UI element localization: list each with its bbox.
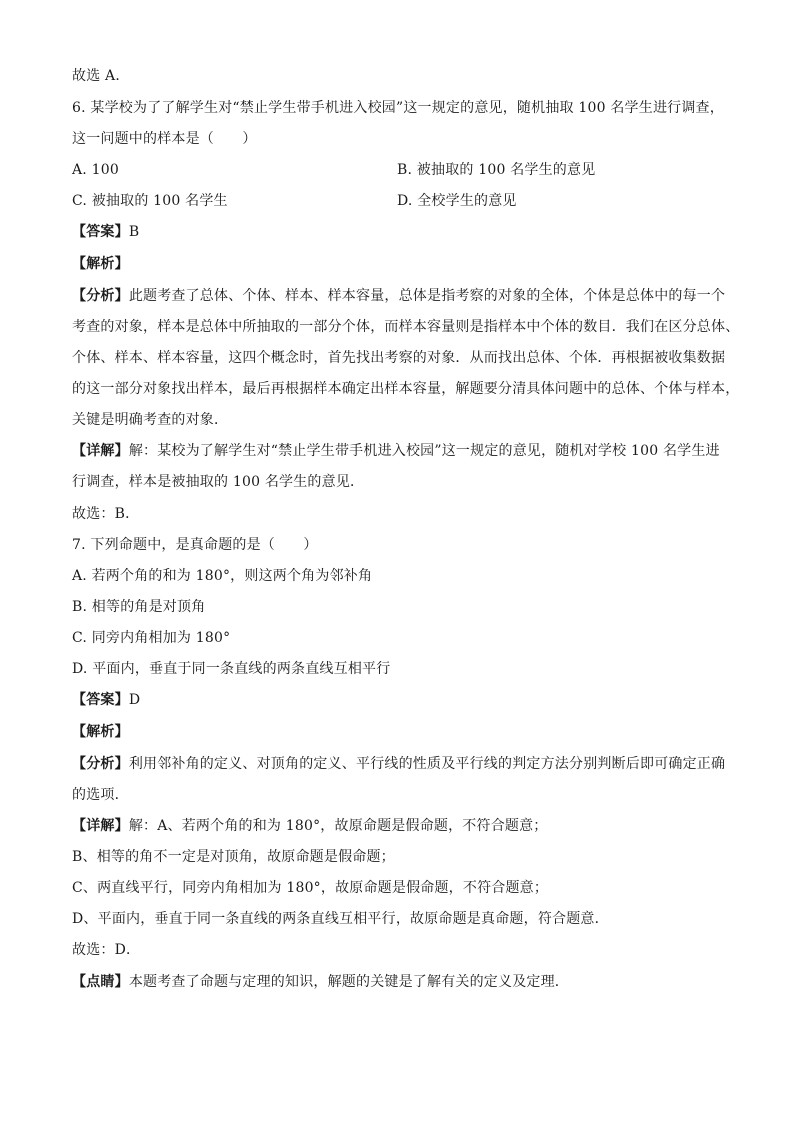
q6-xiangjie-line-1 bbox=[72, 441, 720, 461]
q7-option-c: C. 同旁内角相加为 180° bbox=[72, 630, 231, 646]
q6-fenxi-line-2: 考查的对象，样本是总体中所抽取的一部分个体，而样本容量则是指样本中个体的数目．我们在区分总体、 bbox=[72, 319, 740, 335]
q7-answer-value: D bbox=[128, 692, 141, 708]
q7-option-d: D. 平面内，垂直于同一条直线的两条直线互相平行 bbox=[72, 661, 391, 677]
q6-fenxi-line-4: 的这一部分对象找出样本，最后再根据样本确定出样本容量，解题要分清具体问题中的总体、个体与样本， bbox=[72, 381, 740, 397]
q7-jiexi bbox=[72, 722, 129, 742]
q6-xiangjie-text-1: 解：某校为了解学生对“禁止学生带手机进入校园”这一规定的意见，随机对学校 100 名学生进 bbox=[128, 443, 720, 459]
q6-answer-tag: 【答案】 bbox=[72, 224, 129, 240]
q6-option-c: C. 被抽取的 100 名学生 bbox=[72, 193, 228, 209]
q6-option-b: B. 被抽取的 100 名学生的意见 bbox=[397, 162, 596, 178]
q7-xiangjie-tag: 【详解】 bbox=[72, 818, 129, 834]
q7-answer-tag: 【答案】 bbox=[72, 692, 129, 708]
q6-xiangjie-line-2: 行调查，样本是被抽取的 100 名学生的意见． bbox=[72, 474, 365, 490]
q7-answer bbox=[72, 690, 140, 710]
q7-xiangjie-line-3: C、两直线平行，同旁内角相加为 180°，故原命题是假命题，不符合题意； bbox=[72, 880, 549, 896]
q6-conclusion: 故选：B． bbox=[72, 506, 140, 522]
q6-option-d: D. 全校学生的意见 bbox=[397, 193, 517, 209]
q7-jiexi-tag: 【解析】 bbox=[72, 724, 129, 740]
q7-xiangjie-line-4: D、平面内，垂直于同一条直线的两条直线互相平行，故原命题是真命题，符合题意． bbox=[72, 911, 609, 927]
q7-option-b: B. 相等的角是对顶角 bbox=[72, 599, 206, 615]
q6-answer bbox=[72, 222, 139, 242]
previous-answer-conclusion: 故选 A． bbox=[72, 68, 130, 84]
q6-option-a: A. 100 bbox=[72, 162, 119, 178]
q7-dianjing bbox=[72, 972, 569, 992]
q7-xiangjie-text-1: 解：A、若两个角的和为 180°，故原命题是假命题，不符合题意； bbox=[128, 818, 548, 834]
q6-answer-value: B bbox=[128, 224, 140, 240]
q7-stem: 7. 下列命题中，是真命题的是（ ） bbox=[72, 537, 318, 553]
q7-fenxi-line-1 bbox=[72, 754, 725, 774]
q6-xiangjie-tag: 【详解】 bbox=[72, 443, 129, 459]
q7-option-a: A. 若两个角的和为 180°，则这两个角为邻补角 bbox=[72, 568, 373, 584]
q6-jiexi-tag: 【解析】 bbox=[72, 256, 129, 272]
q7-dianjing-text: 本题考查了命题与定理的知识，解题的关键是了解有关的定义及定理． bbox=[128, 974, 570, 990]
q7-xiangjie-line-2: B、相等的角不一定是对顶角，故原命题是假命题； bbox=[72, 849, 395, 865]
q6-fenxi-line-1 bbox=[72, 286, 725, 306]
q6-fenxi-tag: 【分析】 bbox=[72, 288, 129, 304]
q6-stem-line-1: 6. 某学校为了了解学生对“禁止学生带手机进入校园”这一规定的意见，随机抽取 100 名学生进行调查， bbox=[72, 100, 724, 116]
q7-conclusion: 故选：D． bbox=[72, 942, 141, 958]
q7-dianjing-tag: 【点睛】 bbox=[72, 974, 129, 990]
q7-fenxi-line-2: 的选项． bbox=[72, 787, 129, 803]
q7-fenxi-tag: 【分析】 bbox=[72, 756, 129, 772]
q6-stem-line-2: 这一问题中的样本是（ ） bbox=[72, 131, 257, 147]
q6-jiexi bbox=[72, 254, 129, 274]
q6-fenxi-line-3: 个体、样本、样本容量，这四个概念时，首先找出考察的对象．从而找出总体、个体．再根据被收集数据 bbox=[72, 350, 726, 366]
q7-fenxi-text-1: 利用邻补角的定义、对顶角的定义、平行线的性质及平行线的判定方法分别判断后即可确定正确 bbox=[128, 756, 726, 772]
q6-fenxi-line-5: 关键是明确考查的对象． bbox=[72, 412, 229, 428]
q6-fenxi-text-1: 此题考查了总体、个体、样本、样本容量，总体是指考察的对象的全体，个体是总体中的每一个 bbox=[128, 288, 726, 304]
q7-xiangjie-line-1 bbox=[72, 816, 548, 836]
